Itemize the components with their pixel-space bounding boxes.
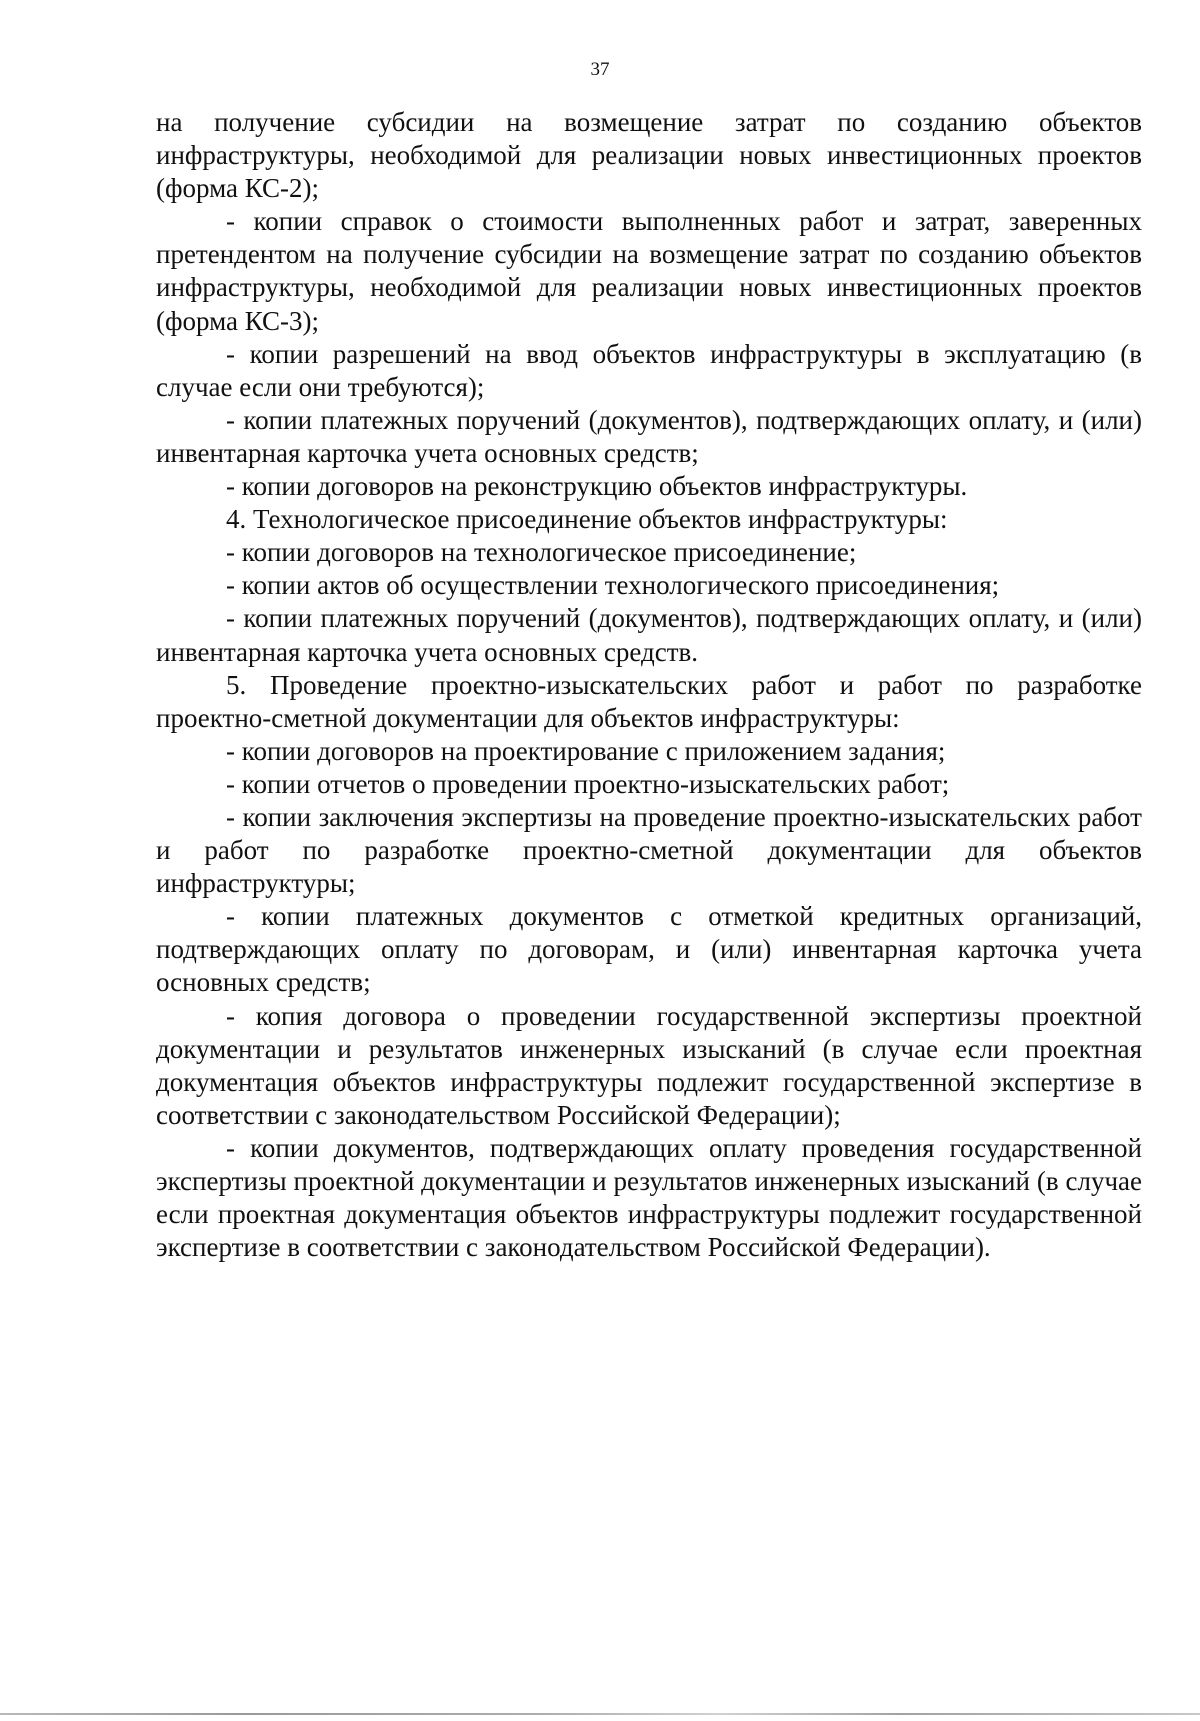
list-item-connection-contracts: - копии договоров на технологическое присоединение; — [226, 537, 857, 568]
section-heading-4: 4. Технологическое присоединение объектов инфраструктуры: — [226, 504, 948, 535]
list-item-commissioning-permits: - копии разрешений на ввод объектов инфраструктуры в эксплуатацию (в случае если они требуются); — [156, 338, 1142, 402]
list-item-design-contracts: - копии договоров на проектирование с приложением задания; — [226, 735, 946, 766]
list-item-ks3-certificates: - копии справок о стоимости выполненных работ и затрат, заверенных претендентом на получение субсидии на возмещение затрат по созданию объектов инфраструктуры, необходимой для реализации новых инвестиционных проектов (форма КС-3); — [156, 206, 1142, 336]
list-item-payment-orders: - копии платежных поручений (документов), подтверждающих оплату, и (или) инвентарная карточка учета основных средств; — [156, 404, 1142, 468]
paragraph-continuation: на получение субсидии на возмещение затрат по созданию объектов инфраструктуры, необходимой для реализации новых инвестиционных проектов (форма КС-2); — [156, 107, 1142, 204]
list-item-survey-reports: - копии отчетов о проведении проектно-изыскательских работ; — [226, 768, 950, 799]
document-body — [156, 106, 1142, 1264]
list-item-connection-acts: - копии актов об осуществлении технологического присоединения; — [226, 570, 1000, 601]
list-item-payment-documents: - копии платежных документов с отметкой кредитных организаций, подтверждающих оплату по договорам, и (или) инвентарная карточка учета основных средств; — [156, 901, 1142, 998]
list-item-state-expertise-payment: - копии документов, подтверждающих оплату проведения государственной экспертизы проектной документации и результатов инженерных изысканий (в случае если проектная документация объектов инфраструктуры подлежит государственной экспертизе в соответствии с законодательством Российской Федерации). — [156, 1132, 1142, 1263]
list-item-expert-conclusion: - копии заключения экспертизы на проведение проектно-изыскательских работ и работ по разработке проектно-сметной документации для объектов инфраструктуры; — [156, 801, 1142, 899]
section-heading-5: 5. Проведение проектно-изыскательских работ и работ по разработке проектно-сметной документации для объектов инфраструктуры: — [156, 669, 1142, 733]
list-item-reconstruction-contracts: - копии договоров на реконструкцию объектов инфраструктуры. — [226, 471, 968, 502]
page-number: 37 — [590, 59, 610, 80]
list-item-payment-orders-2: - копии платежных поручений (документов), подтверждающих оплату, и (или) инвентарная карточка учета основных средств. — [156, 603, 1142, 667]
scan-edge-line — [0, 1713, 1200, 1715]
list-item-state-expertise-contract: - копия договора о проведении государственной экспертизы проектной документации и результатов инженерных изысканий (в случае если проектная документация объектов инфраструктуры подлежит государственной экспертизе в соответствии с законодательством Российской Федерации); — [156, 1000, 1142, 1130]
